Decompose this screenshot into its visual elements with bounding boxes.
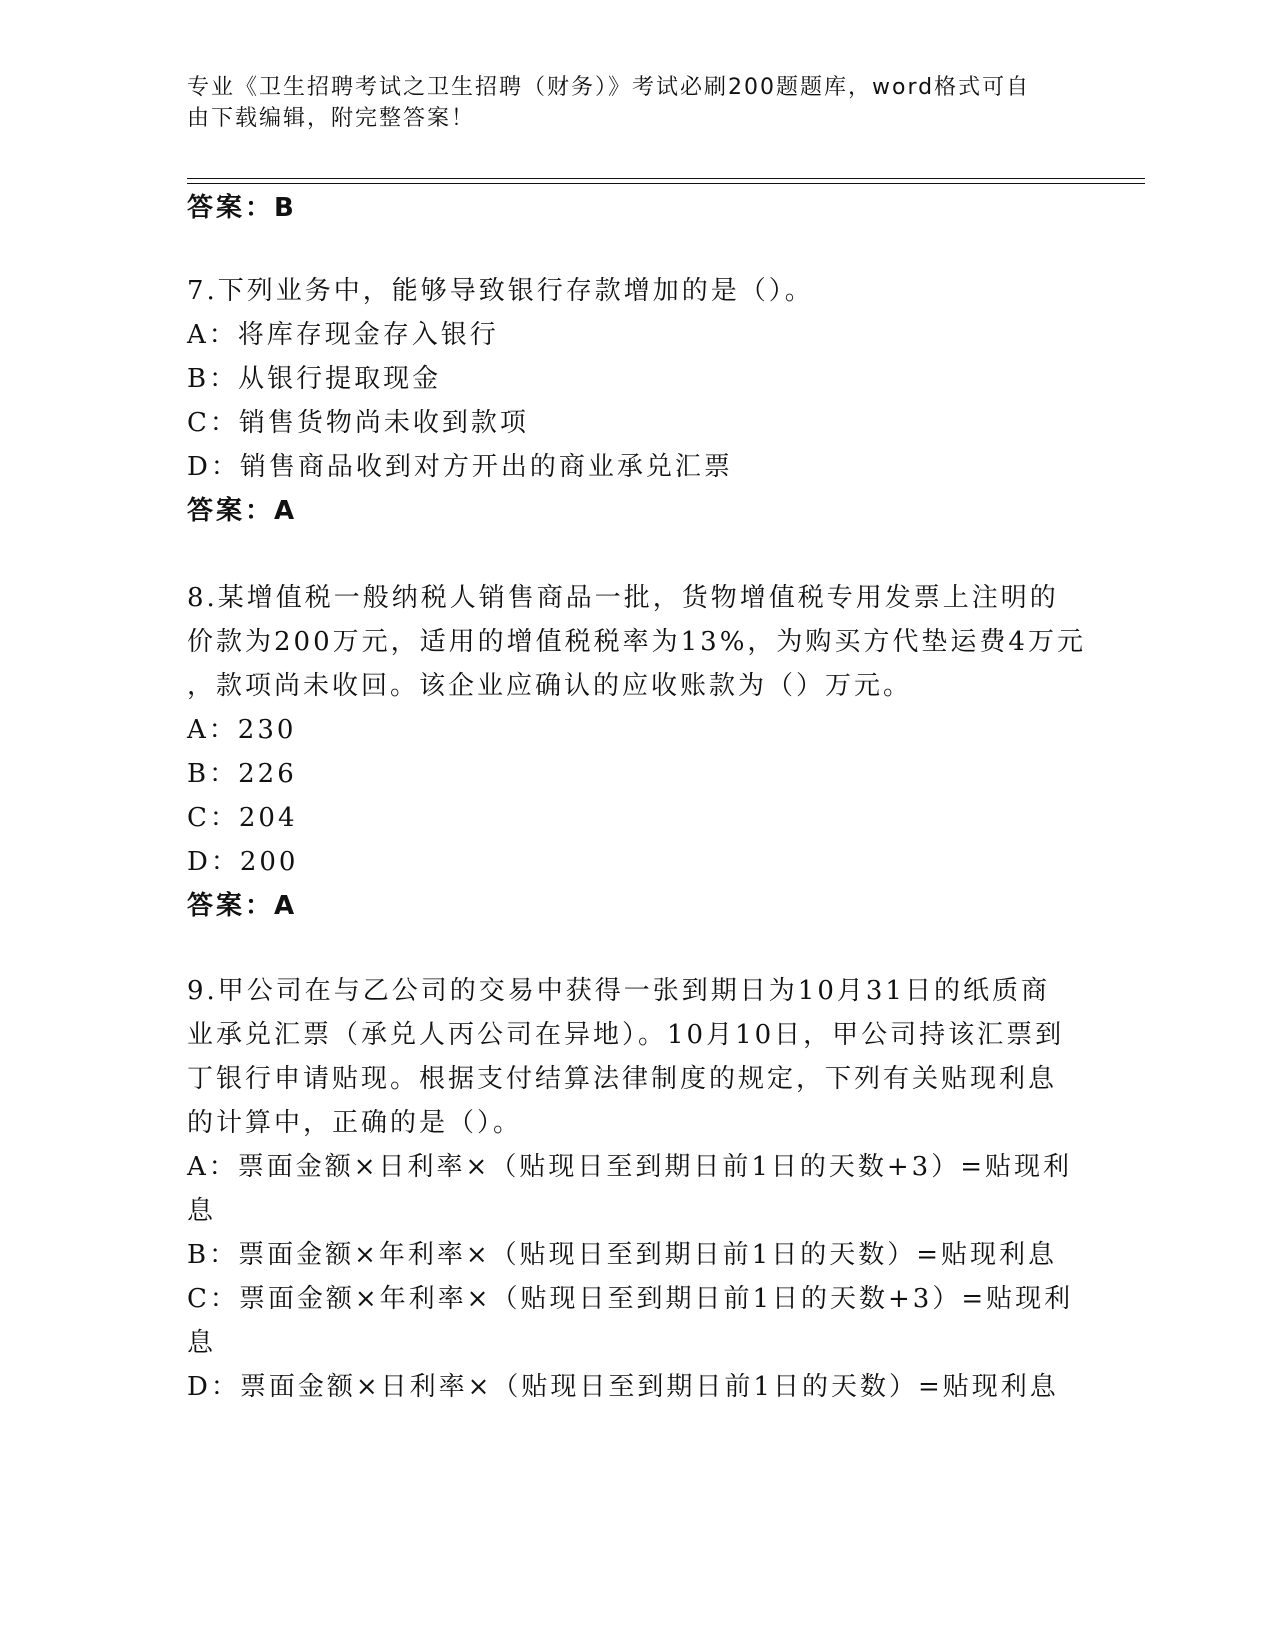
question-8-option-b: B：226 xyxy=(187,759,297,789)
question-9-option-c-line-1: C：票面金额×年利率×（贴现日至到期日前1日的天数+3）=贴现利 xyxy=(187,1284,1074,1314)
question-7-stem-line-1: 7.下列业务中，能够导致银行存款增加的是（）。 xyxy=(187,276,814,306)
question-9-stem-line-1: 9.甲公司在与乙公司的交易中获得一张到期日为10月31日的纸质商 xyxy=(187,976,1050,1006)
header-divider-top xyxy=(187,178,1145,179)
question-7-option-d: D：销售商品收到对方开出的商业承兑汇票 xyxy=(187,452,733,482)
header-divider-bottom xyxy=(187,183,1145,184)
question-8-option-d: D：200 xyxy=(187,847,299,877)
header-line-1: 专业《卫生招聘考试之卫生招聘（财务）》考试必刷200题题库，word格式可自 xyxy=(187,75,1031,100)
question-7-answer: 答案：A xyxy=(187,496,298,526)
question-8-stem-line-1: 8.某增值税一般纳税人销售商品一批，货物增值税专用发票上注明的 xyxy=(187,583,1059,613)
question-9-option-c-line-2: 息 xyxy=(187,1328,217,1358)
question-9-stem-line-4: 的计算中，正确的是（）。 xyxy=(187,1108,523,1138)
header-line-2: 由下载编辑，附完整答案！ xyxy=(187,106,476,131)
question-8-option-c: C：204 xyxy=(187,803,298,833)
prev-answer: 答案：B xyxy=(187,193,297,223)
question-7-option-a: A：将库存现金存入银行 xyxy=(187,320,499,350)
question-9-stem-line-2: 业承兑汇票（承兑人丙公司在异地）。10月10日，甲公司持该汇票到 xyxy=(187,1020,1065,1050)
question-8-stem-line-2: 价款为200万元，适用的增值税税率为13%，为购买方代垫运费4万元 xyxy=(187,627,1086,657)
question-9-stem-line-3: 丁银行申请贴现。根据支付结算法律制度的规定，下列有关贴现利息 xyxy=(187,1064,1058,1094)
question-8-option-a: A：230 xyxy=(187,715,297,745)
question-7-option-c: C：销售货物尚未收到款项 xyxy=(187,408,529,438)
question-9-option-b: B：票面金额×年利率×（贴现日至到期日前1日的天数）=贴现利息 xyxy=(187,1240,1058,1270)
question-7-option-b: B：从银行提取现金 xyxy=(187,364,442,394)
question-8-stem-line-3: ，款项尚未收回。该企业应确认的应收账款为（）万元。 xyxy=(187,671,913,701)
question-9-option-a-line-1: A：票面金额×日利率×（贴现日至到期日前1日的天数+3）=贴现利 xyxy=(187,1152,1073,1182)
question-8-answer: 答案：A xyxy=(187,891,298,921)
question-9-option-a-line-2: 息 xyxy=(187,1196,217,1226)
question-9-option-d: D：票面金额×日利率×（贴现日至到期日前1日的天数）=贴现利息 xyxy=(187,1372,1059,1402)
document-header xyxy=(187,72,1067,134)
